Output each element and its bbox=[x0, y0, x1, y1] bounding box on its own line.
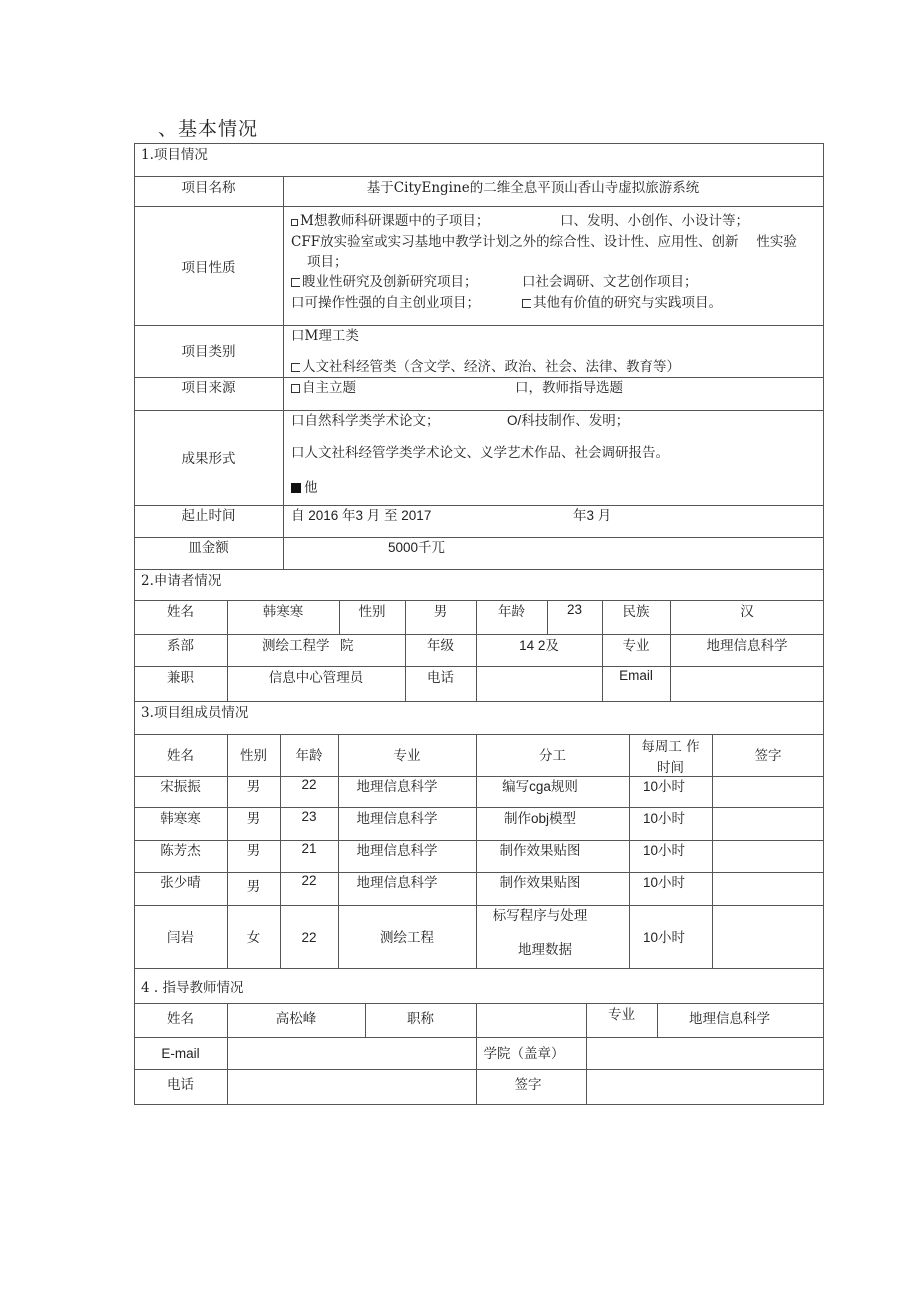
member-name: 宋振振 bbox=[160, 779, 201, 795]
section-1-title: 1.项目情况 bbox=[141, 147, 208, 163]
nature-option-7-text: 其他有价值的研究与实践项目。 bbox=[533, 295, 722, 311]
member-hours: 10小时 bbox=[642, 875, 686, 890]
rule bbox=[134, 377, 824, 378]
category-option-2 bbox=[291, 358, 680, 376]
member-header-signature: 签字 bbox=[754, 748, 782, 764]
source-option-2: 口，教师指导选题 bbox=[515, 380, 623, 396]
project-source-label: 项目来源 bbox=[181, 380, 236, 396]
section-2-title: 2.申请者情况 bbox=[141, 573, 222, 589]
applicant-gender-label: 性别 bbox=[358, 604, 386, 620]
member-gender: 女 bbox=[246, 930, 261, 946]
applicant-gender: 男 bbox=[433, 604, 448, 620]
member-gender: 男 bbox=[246, 779, 261, 795]
category-option-2-text: 人文社科经管类（含文学、经济、政治、社会、法律、教育等） bbox=[302, 359, 680, 375]
nature-option-6: 口可操作性强的自主创业项目； bbox=[291, 295, 480, 311]
member-header-role: 分工 bbox=[539, 748, 566, 764]
applicant-age-label: 年龄 bbox=[498, 604, 525, 620]
part-time-value: 信息中心管理员 bbox=[268, 670, 364, 686]
member-age: 22 bbox=[301, 873, 317, 888]
funding-value: 5000千兀 bbox=[388, 540, 446, 555]
project-category-label: 项目类别 bbox=[181, 344, 236, 360]
member-gender: 男 bbox=[246, 879, 261, 895]
member-role: 编写cga规则 bbox=[502, 779, 578, 794]
advisor-major: 地理信息科学 bbox=[689, 1011, 770, 1027]
project-nature-label: 项目性质 bbox=[181, 260, 236, 276]
project-name-label: 项目名称 bbox=[181, 180, 236, 196]
funding-label: 皿金额 bbox=[188, 540, 229, 556]
time-end: 年3 月 bbox=[573, 508, 612, 523]
member-role: 标写程序与处理 bbox=[492, 908, 588, 924]
rule bbox=[134, 776, 824, 777]
page-heading: 、基本情况 bbox=[158, 118, 259, 140]
nature-option-4-text: 瞍业性研究及创新研究项目； bbox=[302, 274, 478, 290]
member-role: 制作效果贴图 bbox=[499, 843, 581, 858]
result-option-2: O/科技制作、发明； bbox=[507, 413, 630, 428]
member-age: 22 bbox=[301, 777, 317, 792]
result-option-4 bbox=[291, 479, 318, 497]
nature-option-2: 口、发明、小创作、小设计等； bbox=[560, 213, 749, 229]
applicant-age: 23 bbox=[566, 602, 583, 617]
member-major: 地理信息科学 bbox=[356, 875, 438, 891]
rule bbox=[712, 734, 713, 968]
member-gender: 男 bbox=[246, 843, 261, 859]
applicant-name: 韩寒寒 bbox=[262, 604, 304, 620]
member-header-major: 专业 bbox=[393, 748, 421, 764]
rule bbox=[134, 872, 824, 873]
grade-label: 年级 bbox=[427, 638, 454, 654]
member-name: 闫岩 bbox=[167, 930, 194, 946]
rule bbox=[134, 325, 824, 326]
advisor-major-label: 专业 bbox=[608, 1007, 635, 1023]
grade-value: 14 2及 bbox=[519, 638, 559, 653]
member-age: 21 bbox=[301, 841, 317, 856]
rule bbox=[134, 634, 824, 635]
rule bbox=[134, 537, 824, 538]
member-name: 张少晴 bbox=[160, 875, 201, 891]
checkbox-icon bbox=[291, 384, 300, 393]
applicant-ethnicity: 汉 bbox=[740, 604, 754, 620]
rule bbox=[134, 505, 824, 506]
member-gender: 男 bbox=[246, 811, 261, 827]
nature-option-1-text: M想教师科研课题中的子项目； bbox=[300, 213, 490, 229]
college-stamp-label: 学院（盖章） bbox=[483, 1046, 565, 1062]
checkbox-icon bbox=[291, 219, 298, 226]
nature-option-7 bbox=[522, 294, 722, 312]
member-age: 22 bbox=[301, 930, 317, 945]
section-4-title: 4 . 指导教师情况 bbox=[141, 980, 244, 996]
rule bbox=[134, 840, 824, 841]
rule bbox=[134, 1003, 824, 1004]
rule bbox=[134, 734, 824, 735]
rule bbox=[134, 807, 824, 808]
rule bbox=[134, 1069, 824, 1070]
source-option-1-text: 自主立题 bbox=[302, 380, 356, 396]
advisor-title-label: 职称 bbox=[407, 1011, 434, 1027]
member-hours: 10小时 bbox=[642, 930, 686, 945]
advisor-signature-label: 签字 bbox=[514, 1077, 542, 1093]
department-value: 测绘工程学 bbox=[262, 638, 330, 654]
advisor-email-label: E-mail bbox=[161, 1046, 200, 1061]
nature-option-4 bbox=[291, 273, 478, 291]
result-option-3: 口人文社科经管学类学术论文、义学艺术作品、社会调研报告。 bbox=[291, 445, 669, 461]
advisor-phone-label: 电话 bbox=[167, 1077, 194, 1093]
time-start: 自 2016 年3 月 至 2017 bbox=[291, 508, 432, 523]
applicant-ethnicity-label: 民族 bbox=[622, 604, 650, 620]
major-label: 专业 bbox=[622, 638, 650, 654]
rule bbox=[134, 968, 824, 969]
member-role: 制作效果贴图 bbox=[499, 875, 581, 890]
member-major: 地理信息科学 bbox=[356, 843, 438, 859]
member-name: 陈芳杰 bbox=[160, 843, 201, 859]
member-role: 制作obj模型 bbox=[503, 811, 576, 826]
result-form-label: 成果形式 bbox=[181, 451, 236, 467]
rule bbox=[134, 905, 824, 906]
result-option-1: 口自然科学类学术论文； bbox=[291, 413, 440, 429]
member-major: 测绘工程 bbox=[380, 930, 434, 946]
part-time-label: 兼职 bbox=[167, 670, 194, 686]
rule bbox=[134, 600, 824, 601]
rule bbox=[134, 1037, 824, 1038]
member-hours: 10小时 bbox=[642, 811, 686, 826]
member-header-gender: 性别 bbox=[240, 748, 267, 764]
email-label: Email bbox=[619, 668, 653, 683]
rule bbox=[134, 410, 824, 411]
member-hours: 10小时 bbox=[642, 779, 686, 794]
member-role-cont: 地理数据 bbox=[518, 942, 572, 958]
section-3-title: 3.项目组成员情况 bbox=[141, 705, 249, 721]
rule bbox=[283, 176, 284, 569]
time-label: 起止时间 bbox=[181, 508, 236, 524]
major-value: 地理信息科学 bbox=[706, 638, 788, 654]
rule bbox=[134, 701, 824, 702]
advisor-name: 高松峰 bbox=[275, 1011, 317, 1027]
checkbox-icon bbox=[291, 278, 300, 287]
source-option-1 bbox=[291, 379, 356, 397]
result-option-4-text: 他 bbox=[304, 480, 318, 496]
checkbox-icon bbox=[291, 363, 300, 372]
advisor-name-label: 姓名 bbox=[167, 1011, 194, 1027]
member-name: 韩寒寒 bbox=[160, 811, 201, 827]
applicant-name-label: 姓名 bbox=[167, 604, 194, 620]
nature-option-1 bbox=[291, 212, 489, 230]
phone-label: 电话 bbox=[427, 670, 454, 686]
nature-option-3: CFF放实验室或实习基地中教学计划之外的综合性、设计性、应用性、创新 性实验 bbox=[291, 234, 797, 250]
member-header-hours-cont: 时间 bbox=[657, 760, 684, 776]
member-major: 地理信息科学 bbox=[356, 779, 438, 795]
member-header-name: 姓名 bbox=[167, 748, 194, 764]
project-name-value: 基于CityEngine的二维全息平顶山香山寺虚拟旅游系统 bbox=[366, 180, 700, 196]
rule bbox=[134, 666, 824, 667]
application-form bbox=[134, 143, 824, 1105]
department-value-cont: 院 bbox=[340, 638, 354, 654]
rule bbox=[134, 176, 824, 177]
member-header-hours: 每周工 作 bbox=[641, 739, 700, 755]
department-label: 系部 bbox=[167, 638, 194, 654]
category-option-1: 口M理工类 bbox=[291, 328, 359, 344]
member-hours: 10小时 bbox=[642, 843, 686, 858]
member-major: 地理信息科学 bbox=[356, 811, 438, 827]
checked-box-icon bbox=[291, 483, 301, 493]
member-header-age: 年龄 bbox=[295, 748, 323, 764]
nature-option-3-cont: 项目； bbox=[307, 254, 348, 270]
rule bbox=[134, 569, 824, 570]
nature-option-5: 口社会调研、文艺创作项目； bbox=[522, 274, 698, 290]
checkbox-icon bbox=[522, 299, 531, 308]
member-age: 23 bbox=[301, 809, 317, 824]
rule bbox=[134, 206, 824, 207]
